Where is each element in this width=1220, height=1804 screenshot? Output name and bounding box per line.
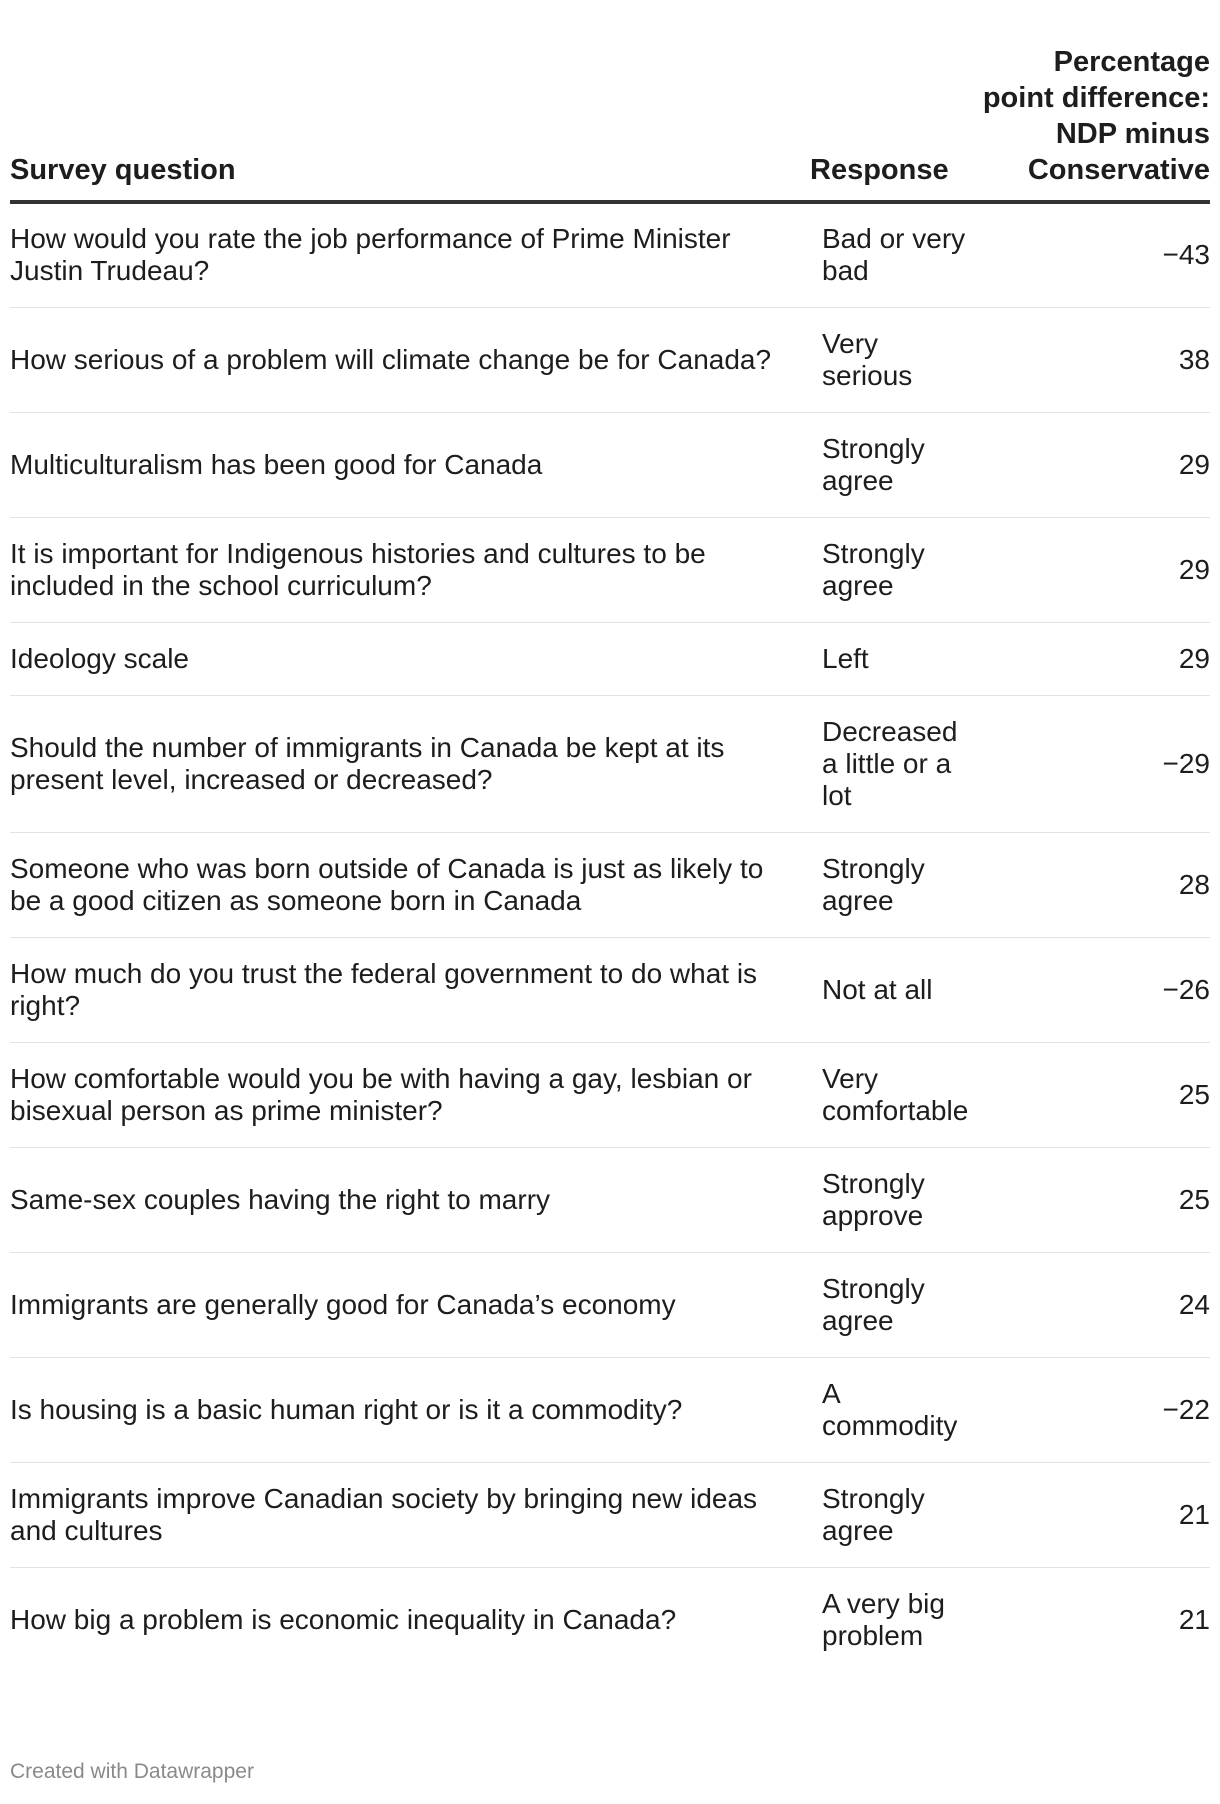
table-row [10,1357,1210,1462]
row-response: Strongly agree [810,412,980,517]
row-response: Strongly agree [810,1462,980,1567]
row-response: A very big problem [822,1587,945,1651]
row-response: Very comfortable [810,1042,980,1147]
row-question: Someone who was born outside of Canada is just as likely to be a good citizen as someone born in Canada [10,832,810,937]
row-difference-value: −43 [980,202,1210,307]
row-difference-value: −26 [980,937,1210,1042]
row-question: Is housing is a basic human right or is it a commodity? [10,1357,810,1462]
row-difference-value: 38 [980,307,1210,412]
row-response: Decreased a little or a lot [810,695,980,832]
table-row [10,1042,1210,1147]
row-response: Left [810,622,980,695]
header-response[interactable]: Response [810,0,980,202]
row-question: How big a problem is economic inequality in Canada? [10,1603,677,1635]
row-difference-value: 21 [980,1462,1210,1567]
row-response: A commodity [810,1357,980,1462]
table-row [10,695,1210,832]
row-question: Immigrants are generally good for Canada’s economy [10,1252,810,1357]
table-row [10,1462,1210,1567]
table-row [10,202,1210,307]
row-question: Immigrants improve Canadian society by bringing new ideas and cultures [10,1462,810,1567]
row-difference-value: 21 [1178,1603,1210,1635]
table-row [10,1252,1210,1357]
row-question: How much do you trust the federal government to do what is right? [10,937,810,1042]
survey-table [10,0,1210,1672]
row-difference-value: −22 [980,1357,1210,1462]
table-row [10,622,1210,695]
row-question: Ideology scale [10,622,810,695]
row-difference-value: 25 [980,1042,1210,1147]
table-header [10,0,1210,202]
table-row [10,307,1210,412]
row-question: How serious of a problem will climate change be for Canada? [10,307,810,412]
table-row [10,412,1210,517]
row-response: Bad or very bad [810,202,980,307]
table-row [10,517,1210,622]
row-question: Same-sex couples having the right to marry [10,1147,810,1252]
row-response: Strongly agree [810,517,980,622]
row-question: How comfortable would you be with having a gay, lesbian or bisexual person as prime minister? [10,1042,810,1147]
row-difference-value: 29 [980,622,1210,695]
table-row [10,937,1210,1042]
row-question: It is important for Indigenous histories and cultures to be included in the school curriculum? [10,517,810,622]
survey-table-container [10,0,1210,1672]
table-row [10,832,1210,937]
row-difference-value: 28 [980,832,1210,937]
row-difference-value: 29 [980,412,1210,517]
table-row [10,1147,1210,1252]
row-difference-value: −29 [980,695,1210,832]
row-response: Strongly agree [810,1252,980,1357]
row-question: How would you rate the job performance of Prime Minister Justin Trudeau? [10,202,810,307]
row-question: Multiculturalism has been good for Canada [10,412,810,517]
row-difference-value: 24 [980,1252,1210,1357]
datawrapper-credit-link[interactable]: Created with Datawrapper [10,1760,254,1783]
table-body [10,202,1210,1672]
row-response: Not at all [810,937,980,1042]
row-question: Should the number of immigrants in Canada be kept at its present level, increased or decreased? [10,695,810,832]
row-response: Very serious [810,307,980,412]
row-response: Strongly agree [810,832,980,937]
row-response: Strongly approve [810,1147,980,1252]
header-survey-question[interactable]: Survey question [10,0,810,202]
row-difference-value: 25 [980,1147,1210,1252]
row-difference-value: 29 [980,517,1210,622]
table-row [10,1567,1210,1672]
header-difference[interactable]: Percentage point difference: NDP minus Conservative [980,0,1210,202]
